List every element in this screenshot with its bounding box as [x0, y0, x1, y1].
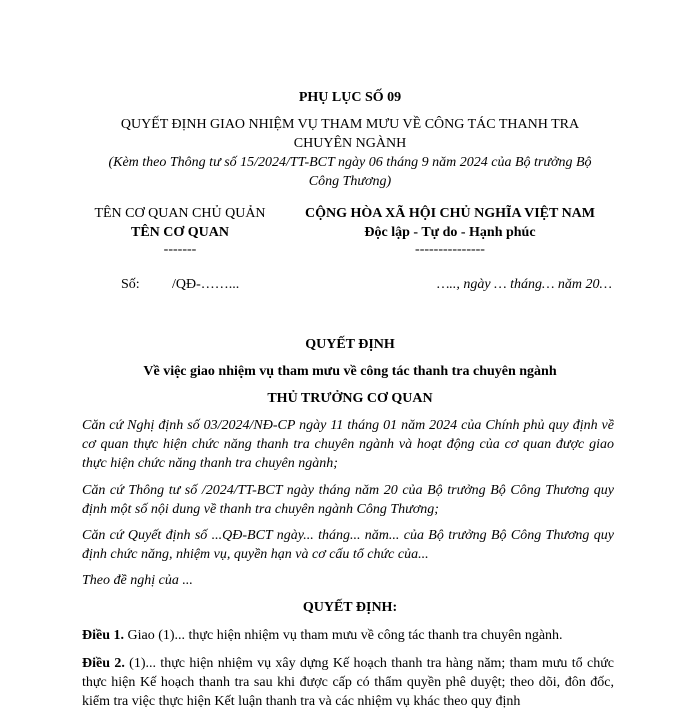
decision-heading: QUYẾT ĐỊNH: [305, 337, 395, 352]
decision-number-label: Số:: [121, 277, 140, 292]
issue-date-line: ….., ngày … tháng… năm 20…: [436, 277, 612, 292]
document-title-line2: CHUYÊN NGÀNH: [293, 136, 407, 151]
parent-agency-name: TÊN CƠ QUAN CHỦ QUẢN: [94, 206, 266, 221]
national-motto: Độc lập - Tự do - Hạnh phúc: [364, 225, 536, 240]
agency-divider: -------: [163, 242, 197, 257]
issuance-note-line1: (Kèm theo Thông tư số 15/2024/TT-BCT ngày 06 tháng 9 năm 2024 của Bộ trưởng Bộ: [108, 155, 592, 170]
legal-basis-1: Căn cứ Nghị định số 03/2024/NĐ-CP ngày 11 tháng 01 năm 2024 của Chính phủ quy định về cơ quan thực hiện chức năng thanh tra chuyên ngành và hoạt động của cơ quan được giao thực hiện chức năng thanh tra chuyên ngành;: [82, 418, 614, 471]
legal-basis-2: Căn cứ Thông tư số /2024/TT-BCT ngày tháng năm 20 của Bộ trưởng Bộ Công Thương quy định một số nội dung về thanh tra chuyên ngành Công Thương;: [82, 483, 614, 517]
decision-subject: Về việc giao nhiệm vụ tham mưu về công tác thanh tra chuyên ngành: [143, 364, 557, 379]
document-title-line1: QUYẾT ĐỊNH GIAO NHIỆM VỤ THAM MƯU VỀ CÔNG TÁC THANH TRA: [120, 117, 580, 132]
motto-divider: ---------------: [415, 242, 485, 257]
decides-heading: QUYẾT ĐỊNH:: [302, 600, 398, 615]
proposal-line: Theo đề nghị của ...: [82, 573, 193, 588]
legal-basis-3: Căn cứ Quyết định số ...QĐ-BCT ngày... tháng... năm... của Bộ trưởng Bộ Công Thương quy định chức năng, nhiệm vụ, quyền hạn và cơ cấu tổ chức của...: [82, 528, 614, 562]
issuance-note-line2: Công Thương): [308, 174, 392, 189]
article-2: [82, 654, 614, 711]
nation-name: CỘNG HÒA XÃ HỘI CHỦ NGHĨA VIỆT NAM: [304, 206, 595, 221]
decision-number-value: /QĐ-……...: [172, 277, 240, 292]
article-2-text: (1)... thực hiện nhiệm vụ xây dựng Kế hoạch thanh tra hàng năm; tham mưu tổ chức thực hiện Kế hoạch thanh tra sau khi được cấp có thẩm quyền phê duyệt; theo dõi, đôn đốc, kiểm tra việc thực hiện Kết luận thanh tra và các nhiệm vụ khác theo quy định: [82, 656, 614, 709]
appendix-title: PHỤ LỤC SỐ 09: [298, 90, 402, 105]
article-2-label: Điều 2.: [82, 656, 125, 671]
issuing-authority: THỦ TRƯỞNG CƠ QUAN: [267, 391, 433, 406]
agency-name: TÊN CƠ QUAN: [130, 225, 229, 240]
article-1: [82, 626, 614, 645]
article-1-label: Điều 1.: [82, 628, 124, 643]
article-1-text: Giao (1)... thực hiện nhiệm vụ tham mưu về công tác thanh tra chuyên ngành.: [124, 628, 563, 643]
